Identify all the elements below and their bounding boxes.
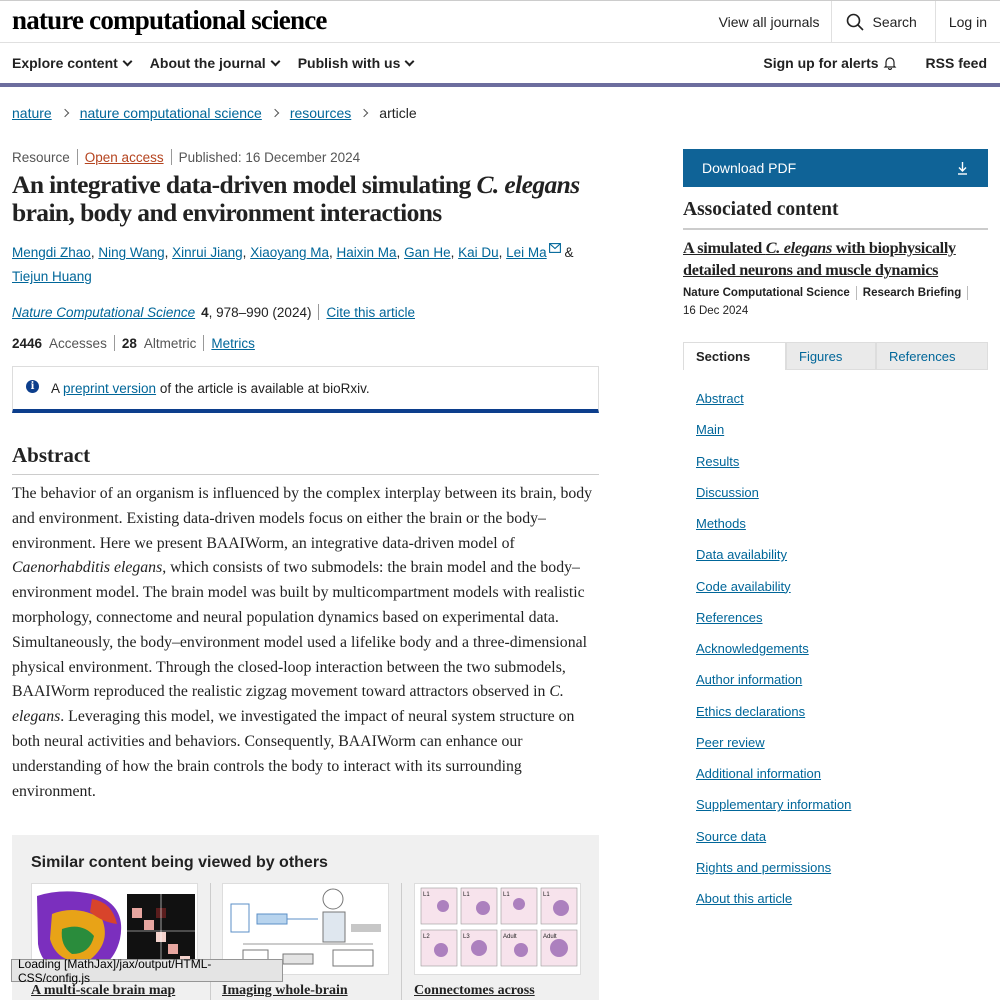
breadcrumb-journal[interactable]: nature computational science (79, 105, 262, 121)
altmetric-count: 28 (121, 335, 137, 351)
volume: 4 (201, 304, 209, 320)
explore-content-menu[interactable] (12, 55, 131, 71)
abstract-species: Caenorhabditis elegans (12, 559, 163, 577)
similar-card[interactable] (414, 883, 581, 999)
accesses-count: 2446 (12, 335, 43, 351)
sections-list (696, 383, 851, 914)
thumb-label: L1 (423, 892, 430, 898)
sidebar-tabs (683, 342, 988, 370)
metrics-link[interactable]: Metrics (211, 335, 255, 351)
thumb-label: L3 (463, 934, 470, 940)
journal-link[interactable]: Nature Computational Science (12, 304, 196, 320)
author-separator: , (242, 245, 251, 260)
divider (967, 286, 968, 300)
author-separator: , (90, 245, 99, 260)
download-pdf-label: Download PDF (702, 160, 797, 176)
tab-references[interactable]: References (876, 342, 988, 370)
download-pdf-button[interactable] (683, 149, 988, 187)
abstract-part: , which consists of two submodels: the brain model and the body–environment model. The brain model was built by multicompartment models with realistic morphology, connectome and neural population dynamics based on experimental data. Simultaneously, the body–environment model used a lifelike body and a three-dimensional physical environment. Through the closed-loop interaction between the two submodels, BAAIWorm reproduced the realistic zigzag movement toward attractors observed in (12, 559, 587, 701)
brand-logo[interactable]: nature computational science (12, 5, 327, 35)
thumb-label: L1 (463, 892, 470, 898)
sign-up-alerts-link[interactable] (763, 55, 896, 71)
section-link-discussion[interactable]: Discussion (696, 484, 759, 500)
chevron-down-icon (122, 56, 132, 66)
assoc-title-species: C. elegans (765, 239, 832, 257)
divider (203, 335, 204, 351)
author-separator: , (329, 245, 337, 260)
preprint-link[interactable]: preprint version (63, 380, 157, 396)
section-link-references[interactable]: References (696, 609, 763, 625)
login-link[interactable]: Log in (948, 14, 987, 30)
author-link[interactable]: Gan He (404, 245, 451, 260)
author-link[interactable]: Kai Du (458, 245, 499, 260)
published-date: Published: 16 December 2024 (178, 149, 361, 165)
section-link-about-article[interactable]: About this article (696, 891, 793, 906)
author-separator: , (164, 245, 173, 260)
abstract-species: C. elegans (12, 683, 564, 726)
alerts-label: Sign up for alerts (763, 55, 879, 71)
divider (114, 335, 115, 351)
section-link-results[interactable]: Results (696, 453, 740, 469)
author-link[interactable]: Lei Ma (506, 245, 547, 260)
associated-meta (683, 286, 974, 300)
citation-line (12, 304, 415, 320)
divider (401, 883, 402, 1000)
notice-pre: A (51, 380, 64, 396)
section-link-source-data[interactable]: Source data (696, 828, 767, 844)
view-all-journals-link[interactable]: View all journals (706, 1, 833, 43)
assoc-journal: Nature Computational Science (683, 287, 850, 299)
author-separator: , (498, 245, 507, 260)
author-link[interactable]: Haixin Ma (336, 245, 397, 260)
publish-menu[interactable] (298, 55, 414, 71)
title-species: C. elegans (476, 170, 580, 199)
chevron-right-icon (271, 109, 279, 117)
title-text-end: brain, body and environment interactions (12, 198, 442, 227)
author-list (12, 241, 602, 289)
main-nav (0, 43, 1000, 87)
author-link[interactable]: Xiaoyang Ma (250, 245, 329, 260)
top-nav (706, 1, 1000, 43)
chevron-right-icon (60, 109, 68, 117)
assoc-title-part: with biophysically detailed neurons and muscle dynamics (683, 239, 956, 279)
author-and: & (560, 245, 574, 260)
associated-content-heading: Associated content (683, 199, 988, 230)
thumb-label: Adult (543, 934, 557, 940)
author-link[interactable]: Xinrui Jiang (172, 245, 243, 260)
breadcrumb-current: article (379, 105, 417, 121)
assoc-title-part: A simulated (683, 239, 766, 257)
preprint-notice (12, 366, 599, 413)
section-link-acknowledgements[interactable]: Acknowledgements (696, 641, 809, 656)
open-access-link[interactable]: Open access (84, 149, 164, 165)
title-text: An integrative data-driven model simulating (12, 170, 477, 199)
chevron-right-icon (360, 109, 368, 117)
section-link-data-availability[interactable]: Data availability (696, 547, 788, 563)
mail-icon[interactable] (549, 243, 561, 253)
similar-thumbnail (414, 883, 581, 975)
abstract-part: The behavior of an organism is influenced by the complex interplay between its brain, body and environment. Existing data-driven models focus on either the brain or the body–environment. Here we present BAAIWorm, an integrative data-driven model of (12, 485, 593, 552)
abstract-heading: Abstract (12, 443, 599, 475)
divider (171, 149, 172, 165)
tab-sections[interactable]: Sections (683, 342, 786, 370)
thumb-label: L1 (503, 892, 510, 898)
section-link-peer-review[interactable]: Peer review (696, 734, 765, 750)
chevron-down-icon (270, 56, 280, 66)
associated-article-link[interactable] (683, 237, 988, 281)
thumb-label: L1 (543, 892, 550, 898)
mathjax-status: Loading [MathJax]/jax/output/HTML-CSS/config.js (11, 959, 283, 982)
search-icon (846, 13, 864, 31)
breadcrumb-nature[interactable]: nature (12, 105, 52, 121)
section-link-code-availability[interactable]: Code availability (696, 578, 791, 594)
about-journal-label: About the journal (149, 55, 266, 71)
article-title (12, 171, 612, 227)
altmetric-label: Altmetric (143, 335, 197, 351)
abstract-part: . Leveraging this model, we investigated the impact of neural system structure on both neural activities and behaviors. Consequently, BAAIWorm can enhance our understanding of how the brain controls the body to interact with its surrounding environment. (12, 708, 575, 800)
abstract-text (12, 482, 602, 804)
divider (77, 149, 78, 165)
search-button[interactable] (832, 1, 935, 43)
similar-card-title[interactable]: Imaging whole-brain (222, 983, 348, 998)
notice-text (51, 381, 370, 396)
info-icon: i (26, 380, 39, 393)
section-link-main[interactable]: Main (696, 422, 725, 438)
author-link[interactable]: Tiejun Huang (12, 269, 92, 284)
similar-heading: Similar content being viewed by others (31, 854, 328, 871)
explore-content-label: Explore content (12, 55, 118, 71)
divider (856, 286, 857, 300)
article-meta (12, 149, 360, 165)
metrics-line (12, 335, 255, 351)
section-link-ethics[interactable]: Ethics declarations (696, 703, 806, 719)
pages: , 978–990 (2024) (208, 304, 312, 320)
divider (318, 304, 319, 320)
thumb-label: Adult (503, 934, 517, 940)
top-bar (0, 0, 1000, 43)
assoc-date: 16 Dec 2024 (683, 305, 749, 317)
breadcrumb-resources[interactable]: resources (289, 105, 352, 121)
rss-feed-link[interactable]: RSS feed (925, 55, 987, 71)
similar-card-title[interactable]: Connectomes across (414, 983, 535, 998)
section-link-rights[interactable]: Rights and permissions (696, 859, 832, 875)
cite-article-link[interactable]: Cite this article (326, 304, 415, 320)
assoc-type: Research Briefing (862, 287, 962, 299)
author-separator: , (396, 245, 405, 260)
section-link-abstract[interactable]: Abstract (696, 391, 744, 406)
about-journal-menu[interactable] (150, 55, 279, 71)
author-separator: , (450, 245, 459, 260)
accesses-label: Accesses (49, 335, 107, 351)
notice-post: of the article is available at bioRxiv. (156, 380, 370, 396)
section-link-additional-information[interactable]: Additional information (696, 766, 822, 781)
section-link-methods[interactable]: Methods (696, 516, 746, 531)
article-type: Resource (12, 149, 70, 165)
similar-card-title[interactable]: A multi-scale brain map (31, 983, 176, 998)
bell-icon (883, 56, 897, 70)
search-label: Search (872, 14, 917, 30)
thumb-label: L2 (423, 934, 430, 940)
author-link[interactable]: Ning Wang (98, 245, 165, 260)
tab-figures[interactable]: Figures (786, 342, 876, 370)
author-link[interactable]: Mengdi Zhao (12, 245, 91, 260)
breadcrumb (12, 105, 417, 121)
section-link-supplementary[interactable]: Supplementary information (696, 797, 852, 813)
publish-label: Publish with us (297, 55, 401, 71)
connectome-grid-figure (415, 884, 581, 975)
section-link-author-information[interactable]: Author information (696, 672, 803, 688)
download-icon (957, 161, 968, 175)
chevron-down-icon (405, 56, 415, 66)
